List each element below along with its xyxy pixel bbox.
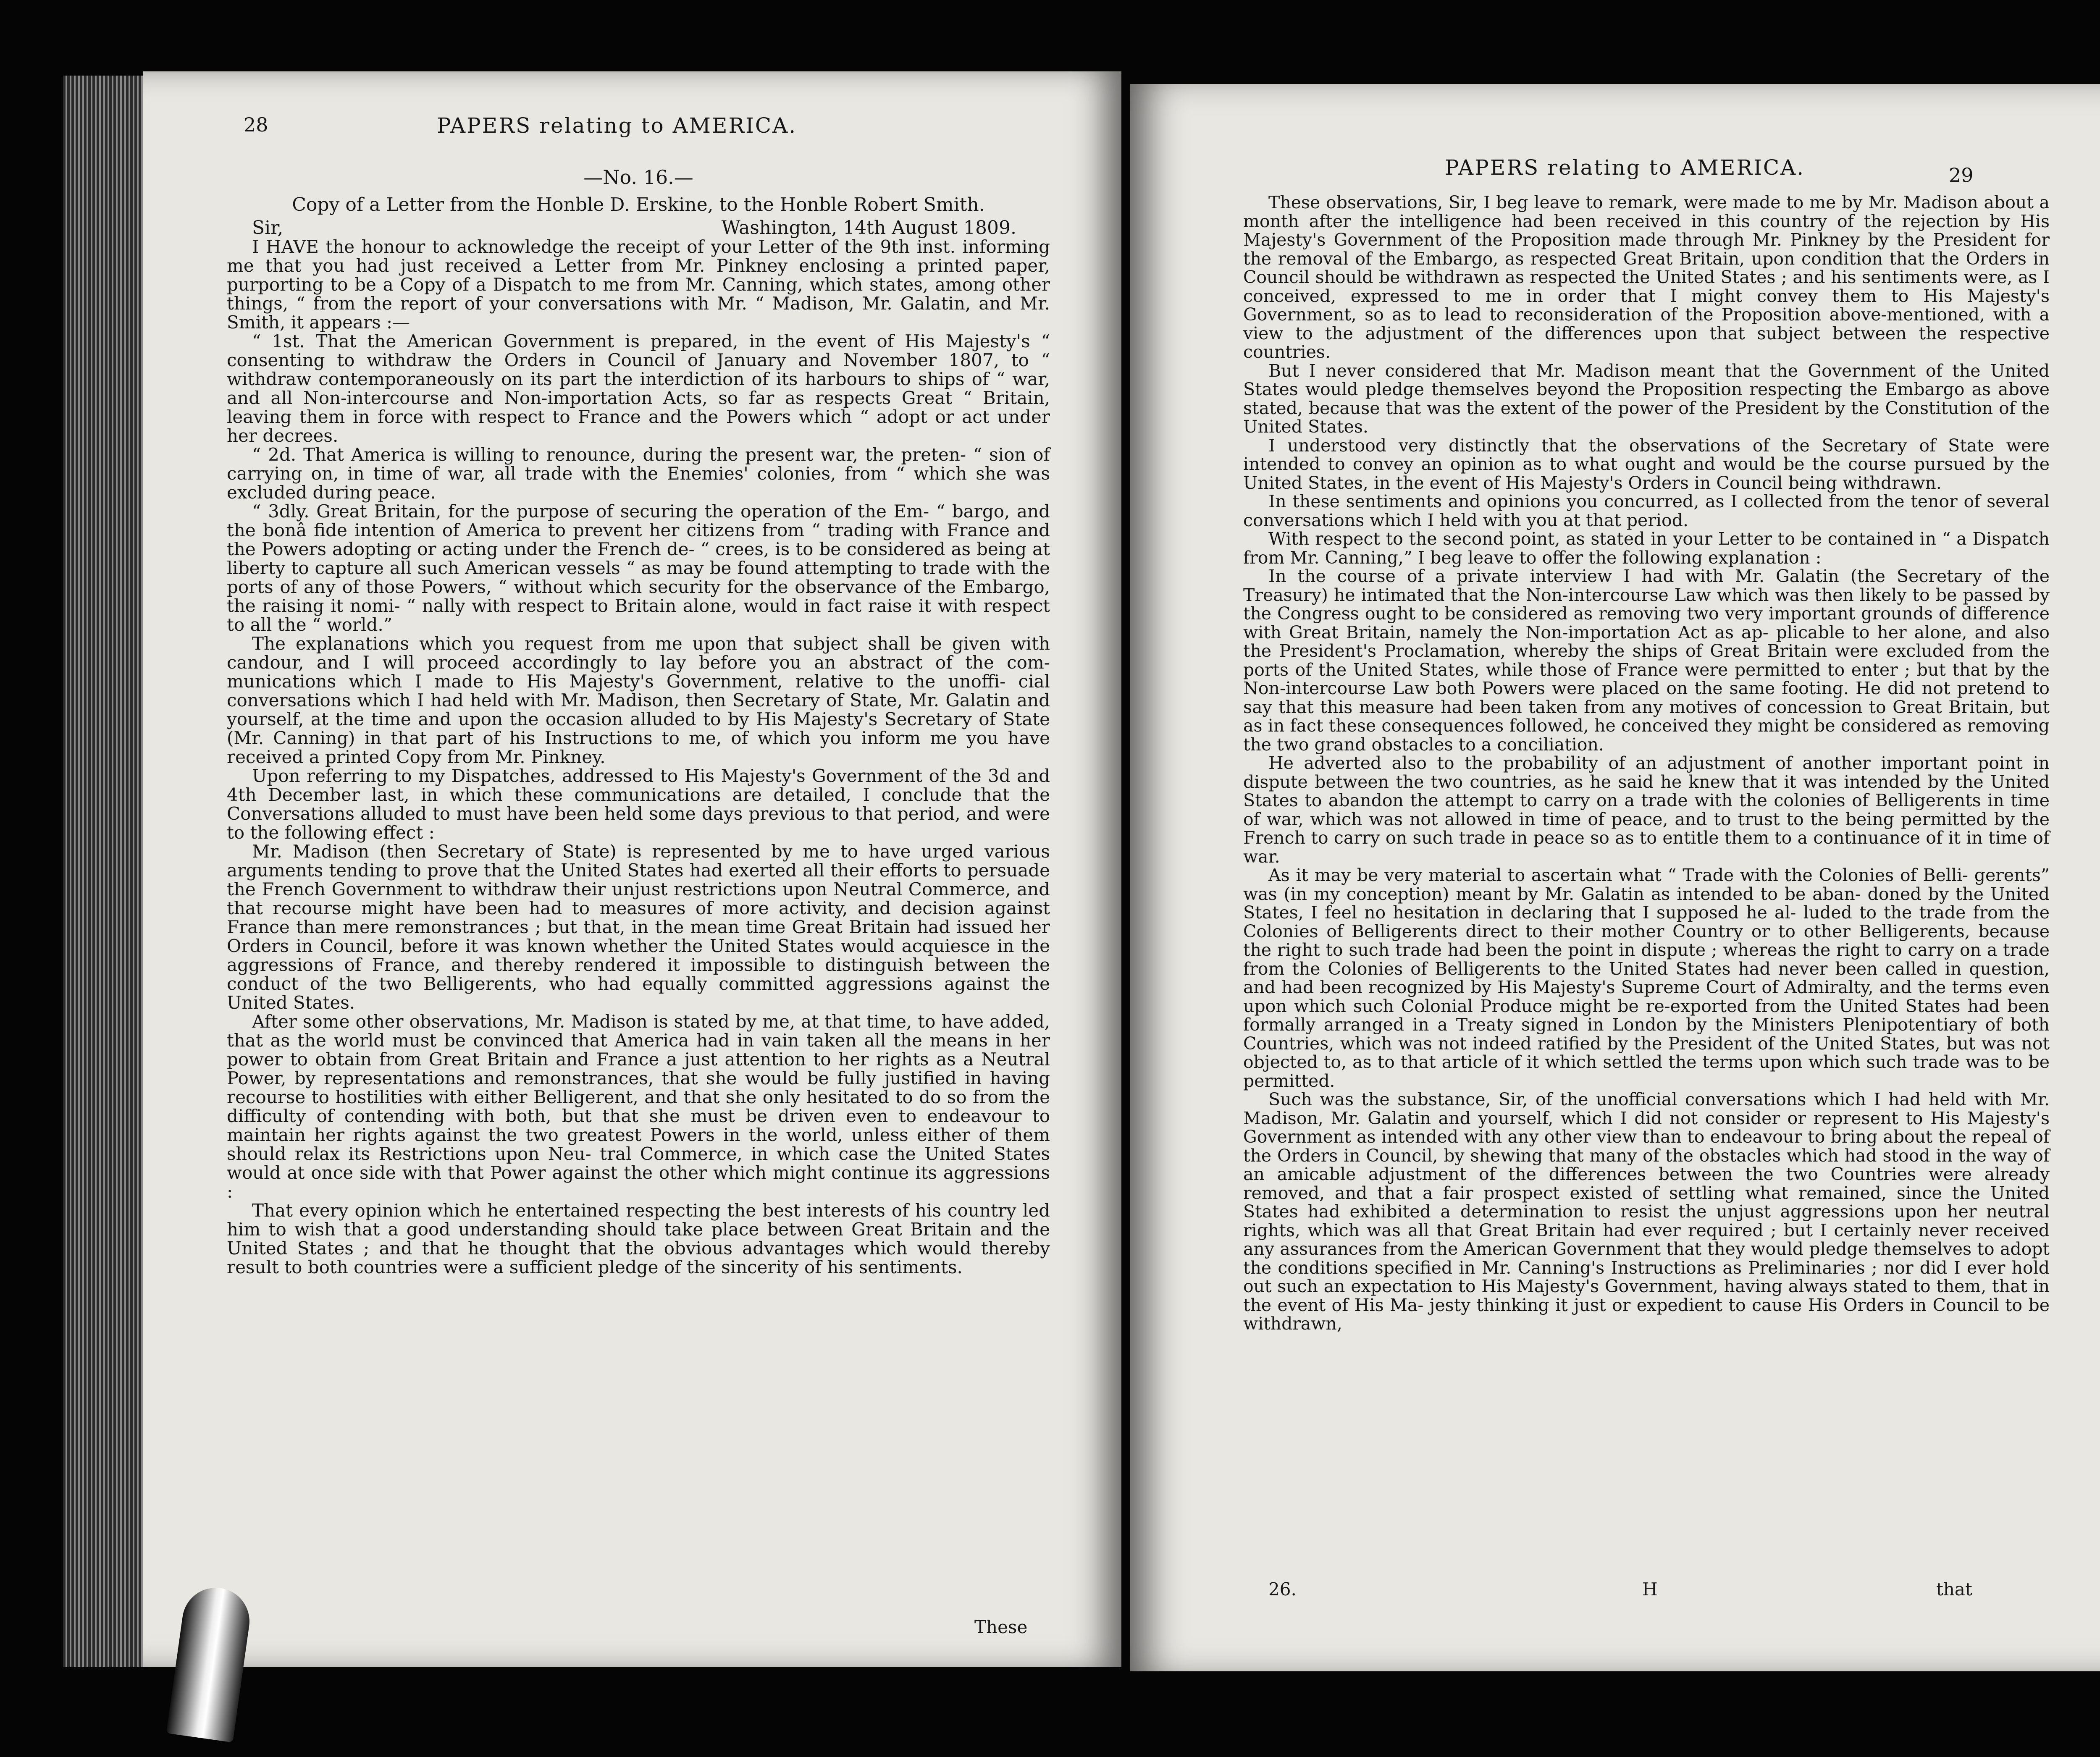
left-running-head: PAPERS relating to AMERICA. <box>437 113 797 138</box>
right-paragraph: In the course of a private interview I had with Mr. Galatin (the Secretary of the Treasury) he intimated that the Non-intercourse Law which was then likely to be passed by the Congress ought to be considered as removing two very important grounds of difference with Great Britain, namely the Non-importation Act as ap- plicable to her alone, and also the President's Proclamation, whereby the ships of Great Britain were excluded from the ports of the United States, while those of France were permitted to enter ; but that by the Non-intercourse Law both Powers were placed on the same footing. He did not pretend to say that this measure had been taken from any motives of concession to Great Britain, but as in fact these consequences followed, he conceived they might be considered as removing the two grand obstacles to a conciliation. <box>1243 566 2050 755</box>
right-paragraph: With respect to the second point, as stated in your Letter to be contained in “ a Dispatch from Mr. Canning,” I beg leave to offer the following explanation : <box>1243 529 2050 568</box>
signature-mark-number: 26. <box>1268 1579 1297 1600</box>
page-stack-edge <box>63 76 147 1667</box>
right-paragraph: These observations, Sir, I beg leave to remark, were made to me by Mr. Madison about a month after the intelligence had been received in this country of the rejection by His Majesty's Government of the Proposition made through Mr. Pinkney by the President for the removal of the Embargo, as respected Great Britain, upon condition that the Orders in Council should be withdrawn as respected the United States ; and his sentiments were, as I conceived, expressed to me in order that I might convey them to His Majesty's Government, so as to lead to reconsideration of the Proposition above-mentioned, with a view to the adjustment of the differences upon that subject between the respective countries. <box>1243 192 2050 362</box>
left-paragraph: “ 1st. That the American Government is prepared, in the event of His Majesty's “ consenting to withdraw the Orders in Council of January and November 1807, to “ withdraw contemporaneously on its part the interdiction of its harbours to ships of “ war, and all Non-intercourse and Non-importation Acts, so far as respects Great “ Britain, leaving them in force with respect to France and the Powers which “ adopt or act under her decrees. <box>227 331 1050 446</box>
right-page <box>1130 84 2100 1671</box>
right-paragraph: Such was the substance, Sir, of the unofficial conversations which I had held with Mr. Madison, Mr. Galatin and yourself, which I did not consider or represent to His Majesty's Government as intended with any other view than to endeavour to bring about the repeal of the Orders in Council, by shewing that many of the obstacles which had stood in the way of an amicable adjustment of the differences between the two Countries were already removed, and that a fair prospect existed of settling what remained, since the United States had exhibited a determination to resist the unjust aggressions upon her neutral rights, which was all that Great Britain had ever required ; but I certainly never received any assurances from the American Government that they would pledge themselves to adopt the conditions specified in Mr. Canning's Instructions as Preliminaries ; nor did I ever hold out such an expectation to His Majesty's Government, having always stated to them, that in the event of His Ma- jesty thinking it just or expedient to cause His Orders in Council to be withdrawn, <box>1243 1089 2050 1334</box>
left-paragraph: I HAVE the honour to acknowledge the receipt of your Letter of the 9th inst. informing me that you had just received a Letter from Mr. Pinkney enclosing a printed paper, purporting to be a Copy of a Dispatch to me from Mr. Canning, which states, among other things, “ from the report of your conversations with Mr. “ Madison, Mr. Galatin, and Mr. Smith, it appears :— <box>227 236 1050 333</box>
letter-number-heading: —No. 16.— <box>583 166 693 189</box>
signature-mark-letter: H <box>1642 1579 1658 1600</box>
right-paragraph: I understood very distinctly that the observations of the Secretary of State were intended to convey an opinion as to what ought and would be the course pursued by the United States, in the event of His Majesty's Orders in Council being withdrawn. <box>1243 435 2050 493</box>
left-catchword: These <box>974 1617 1028 1637</box>
right-catchword: that <box>1936 1579 1972 1600</box>
letter-subtitle: Copy of a Letter from the Honble D. Erskine, to the Honble Robert Smith. <box>292 194 985 215</box>
left-paragraph: Mr. Madison (then Secretary of State) is represented by me to have urged various arguments tending to prove that the United States had exerted all their efforts to persuade the French Government to withdraw their unjust restrictions upon Neutral Commerce, and that recourse might have been had to measures of more activity, and decision against France than mere remonstrances ; but that, in the mean time Great Britain had issued her Orders in Council, before it was known whether the United States would acquiesce in the aggressions of France, and thereby rendered it impossible to distinguish between the conduct of the two Belligerents, who had equally committed aggressions against the United States. <box>227 841 1050 1013</box>
right-paragraph: In these sentiments and opinions you concurred, as I collected from the tenor of several conversations which I held with you at that period. <box>1243 491 2050 530</box>
left-paragraph: That every opinion which he entertained respecting the best interests of his country led him to wish that a good understanding should take place between Great Britain and the United States ; and that he thought that the obvious advantages which would thereby result to both countries were a sufficient pledge of the sincerity of his sentiments. <box>227 1200 1050 1277</box>
date-place: Washington, 14th August 1809. <box>721 217 1016 239</box>
right-paragraph: But I never considered that Mr. Madison meant that the Government of the United States would pledge themselves beyond the Proposition respecting the Embargo as above stated, because that was the extent of the power of the President by the Constitution of the United States. <box>1243 360 2050 437</box>
left-folio: 28 <box>244 113 268 136</box>
left-paragraph: “ 2d. That America is willing to renounce, during the present war, the preten- “ sion of carrying on, in time of war, all trade with the Enemies' colonies, from “ which she was excluded during peace. <box>227 444 1050 503</box>
right-folio: 29 <box>1949 164 1974 186</box>
left-paragraph: Upon referring to my Dispatches, addressed to His Majesty's Government of the 3d and 4th December last, in which these communications are detailed, I conclude that the Conversations alluded to must have been held some days previous to that period, and were to the following effect : <box>227 766 1050 843</box>
right-text-block <box>1243 193 2050 1333</box>
letter-dateline <box>227 218 1050 237</box>
salutation: Sir, <box>252 217 284 239</box>
right-paragraph: He adverted also to the probability of an adjustment of another important point in dispute between the two countries, as he said he knew that it was intended by the United States to abandon the attempt to carry on a trade with the colonies of Belligerents in time of war, which was not allowed in time of peace, and to trust to the being permitted by the French to carry on such trade in peace so as to entitle them to a continuance of it in time of war. <box>1243 753 2050 867</box>
left-paragraph: “ 3dly. Great Britain, for the purpose of securing the operation of the Em- “ bargo, and the bonâ fide intention of America to prevent her citizens from “ trading with France and the Powers adopting or acting under the French de- “ crees, is to be considered as being at liberty to capture all such American vessels “ as may be found attempting to trade with the ports of any of those Powers, “ without which security for the observance of the Embargo, the raising it nomi- “ nally with respect to Britain alone, would in fact raise it with respect to all the “ world.” <box>227 501 1050 635</box>
right-paragraph: As it may be very material to ascertain what “ Trade with the Colonies of Belli- gerents” was (in my conception) meant by Mr. Galatin as intended to be aban- doned by the United States, I feel no hesitation in declaring that I supposed he al- luded to the trade from the Colonies of Belligerents direct to their mother Country or to other Belligerents, because the right to such trade had been the point in dispute ; whereas the right to carry on a trade from the Colonies of Belligerents to the United States had never been called in question, and had been recognized by His Majesty's Supreme Court of Admiralty, and the terms even upon which such Colonial Produce might be re-exported from the United States had been formally arranged in a Treaty signed in London by the Ministers Plenipotentiary of both Countries, which was not indeed ratified by the President of the United States, but was not objected to, as to that article of it which settled the terms upon which such trade was to be permitted. <box>1243 865 2050 1091</box>
left-paragraph: After some other observations, Mr. Madison is stated by me, at that time, to have added, that as the world must be convinced that America had in vain taken all the means in her power to obtain from Great Britain and France a just attention to her rights as a Neutral Power, by representations and remonstrances, that she would be fully justified in having recourse to hostilities with either Belligerent, and that she only hesitated to do so from the difficulty of contending with both, but that she must be driven even to endeavour to maintain her rights against the two greatest Powers in the world, unless either of them should relax its Restrictions upon Neu- tral Commerce, in which case the United States would at once side with that Power against the other which might continue its aggressions : <box>227 1011 1050 1202</box>
right-running-head: PAPERS relating to AMERICA. <box>1445 155 1805 180</box>
left-page <box>143 71 1121 1667</box>
left-paragraph: The explanations which you request from me upon that subject shall be given with candour, and I will proceed accordingly to lay before you an abstract of the com- munications which I made to His Majesty's Government, relative to the unoffi- cial conversations which I had held with Mr. Madison, then Secretary of State, Mr. Galatin and yourself, at the time and upon the occasion alluded to by His Majesty's Secretary of State (Mr. Canning) in that part of his Instructions to me, of which you inform me you have received a printed Copy from Mr. Pinkney. <box>227 633 1050 767</box>
left-text-block <box>227 168 1050 1277</box>
